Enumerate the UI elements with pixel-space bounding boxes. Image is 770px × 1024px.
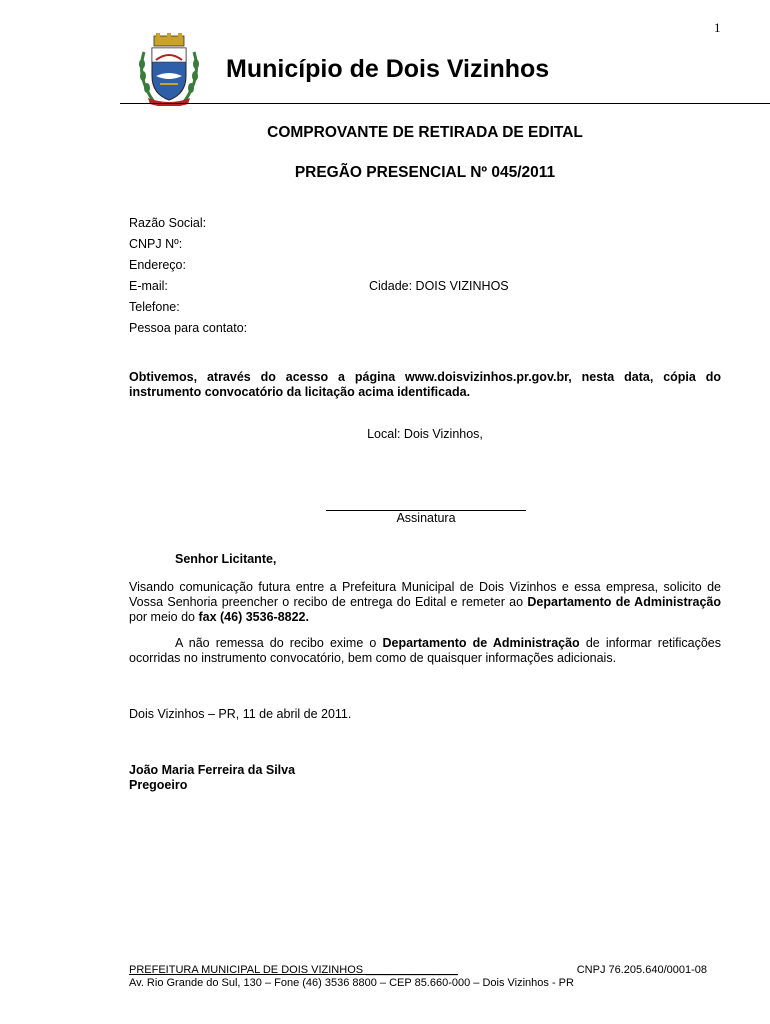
local-line: Local: Dois Vizinhos, — [367, 427, 483, 441]
footer-organization: PREFEITURA MUNICIPAL DE DOIS VIZINHOS _______________ — [129, 964, 458, 976]
signatory-name: João Maria Ferreira da Silva — [129, 763, 296, 777]
footer-line-1 — [129, 964, 707, 976]
footer-address: Av. Rio Grande do Sul, 130 – Fone (46) 3536 8800 – CEP 85.660-000 – Dois Vizinhos - PR — [129, 977, 574, 989]
field-cnpj: CNPJ Nº: — [129, 237, 183, 251]
field-razao-social: Razão Social: — [129, 216, 207, 230]
field-cidade: Cidade: DOIS VIZINHOS — [369, 279, 509, 293]
signature-line — [326, 500, 526, 511]
signature-label: Assinatura — [396, 511, 456, 525]
document-title: COMPROVANTE DE RETIRADA DE EDITAL — [267, 124, 583, 141]
document-subtitle: PREGÃO PRESENCIAL Nº 045/2011 — [294, 164, 556, 181]
signatory-role: Pregoeiro — [129, 778, 188, 792]
salutation: Senhor Licitante, — [175, 552, 277, 566]
municipality-title: Município de Dois Vizinhos — [226, 55, 550, 83]
field-email: E-mail: — [129, 279, 168, 293]
page-number: 1 — [714, 20, 721, 35]
field-contato: Pessoa para contato: — [129, 321, 248, 335]
header-divider — [120, 103, 770, 104]
statement-paragraph: Obtivemos, através do acesso a página www.doisvizinhos.pr.gov.br, nesta data, cópia do instrumento convocatório da licitação acima identificada. — [129, 370, 721, 399]
notice-paragraph-2: A não remessa do recibo exime o Departamento de Administração de informar retificações ocorridas no instrumento convocatório, bem como de quaisquer informações adicionais. — [129, 636, 722, 665]
field-endereco: Endereço: — [129, 258, 186, 272]
field-telefone: Telefone: — [129, 300, 180, 314]
date-line: Dois Vizinhos – PR, 11 de abril de 2011. — [129, 707, 352, 721]
municipal-crest-icon — [134, 32, 204, 106]
footer-cnpj: CNPJ 76.205.640/0001-08 — [576, 964, 707, 976]
notice-paragraph-1: Visando comunicação futura entre a Prefeitura Municipal de Dois Vizinhos e essa empresa, solicito de Vossa Senhoria preencher o recibo de entrega do Edital e remeter ao Departamento de Administração por meio do fax (46) 3536-8822. — [129, 580, 721, 624]
